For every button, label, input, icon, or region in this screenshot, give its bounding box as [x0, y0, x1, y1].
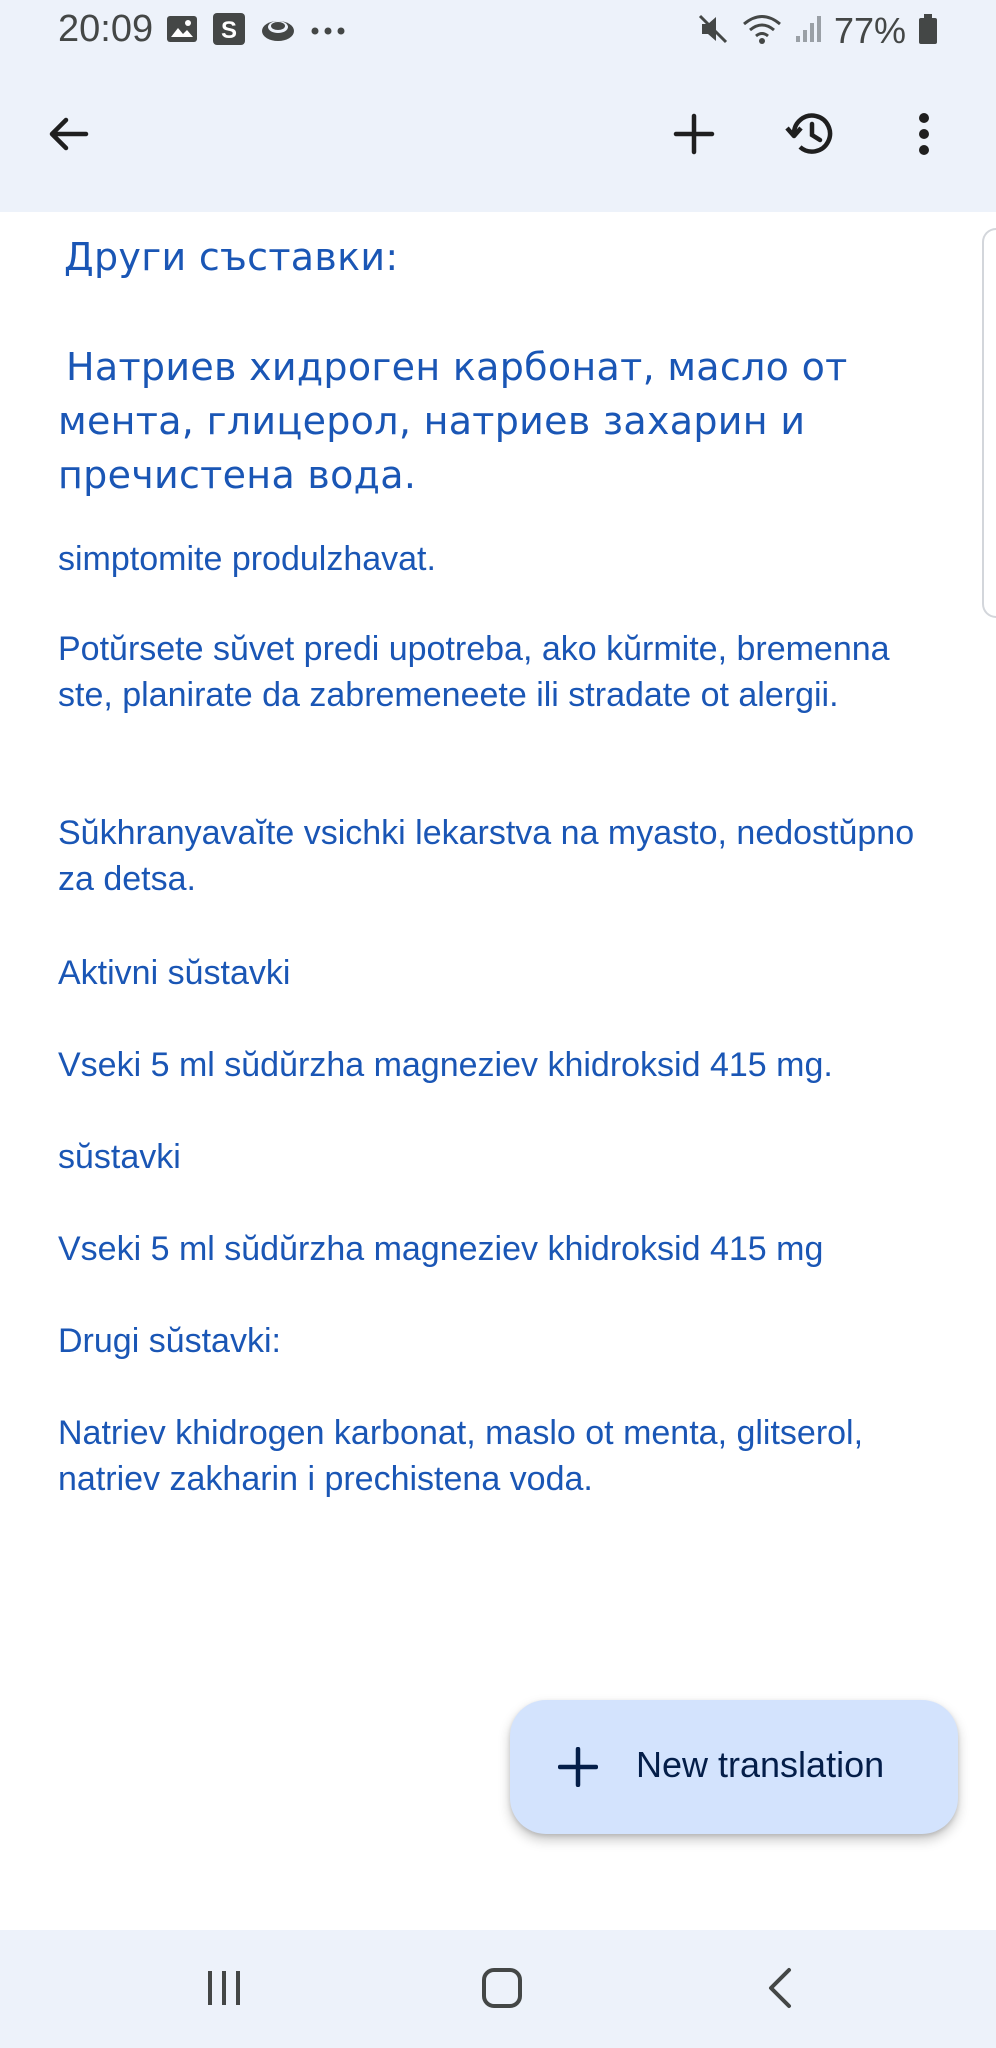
system-icons [696, 10, 938, 52]
home-button[interactable] [466, 1952, 538, 2024]
wifi-icon [742, 13, 782, 50]
battery-icon [918, 13, 938, 50]
translit-line-7: Vseki 5 ml sŭdŭrzha magneziev khidroksid 415 mg [58, 1230, 824, 1268]
recents-button[interactable] [188, 1952, 260, 2024]
status-time: 20:09 [58, 8, 154, 50]
signal-icon [794, 14, 822, 49]
battery-percent: 77% [833, 10, 906, 51]
new-translation-button[interactable] [510, 1700, 958, 1834]
arrow-back-icon [46, 112, 90, 156]
history-icon [784, 110, 836, 158]
translit-line-5: Vseki 5 ml sŭdŭrzha magneziev khidroksid 415 mg. [58, 1046, 833, 1084]
home-icon [481, 1967, 523, 2009]
scroll-handle[interactable] [982, 228, 996, 618]
back-button[interactable] [32, 98, 104, 170]
s-app-icon [212, 12, 246, 51]
nav-back-button[interactable] [744, 1952, 816, 2024]
translit-line-6: sŭstavki [58, 1138, 181, 1176]
system-nav-bar [0, 1930, 996, 2048]
more-notifications-icon [310, 23, 346, 41]
plus-icon [558, 1747, 598, 1787]
notification-icons [166, 12, 346, 51]
more-vert-icon [918, 112, 930, 156]
plus-icon [672, 112, 716, 156]
history-button[interactable] [774, 98, 846, 170]
new-translation-label: New translation [636, 1744, 885, 1785]
translit-line-4: Aktivni sŭstavki [58, 954, 291, 992]
cloud-icon [260, 15, 296, 48]
translit-line-1: simptomite produlzhavat. [58, 540, 436, 578]
source-text: Натриев хидроген карбонат, масло от мента, глицерол, натриев захарин и пречистена вода. [58, 345, 848, 497]
svg-text:S: S [220, 17, 238, 44]
more-options-button[interactable] [888, 98, 960, 170]
translit-line-3: Sŭkhranyavaĭte vsichki lekarstva na myasto, nedostŭpno za detsa. [58, 814, 915, 898]
translit-line-9: Natriev khidrogen karbonat, maslo ot menta, glitserol, natriev zakharin i prechistena voda. [58, 1414, 864, 1498]
mute-icon [696, 12, 730, 51]
status-bar [0, 0, 996, 70]
nav-back-icon [765, 1967, 795, 2009]
translit-line-2: Potŭrsete sŭvet predi upotreba, ako kŭrmite, bremenna ste, planirate da zabremeneete ili stradate ot alergii. [58, 630, 890, 714]
gallery-icon [166, 15, 198, 48]
recents-icon [204, 1969, 244, 2007]
add-button[interactable] [658, 98, 730, 170]
app-bar [0, 70, 996, 212]
source-heading: Други съставки: [64, 235, 399, 279]
translit-line-8: Drugi sŭstavki: [58, 1322, 281, 1360]
